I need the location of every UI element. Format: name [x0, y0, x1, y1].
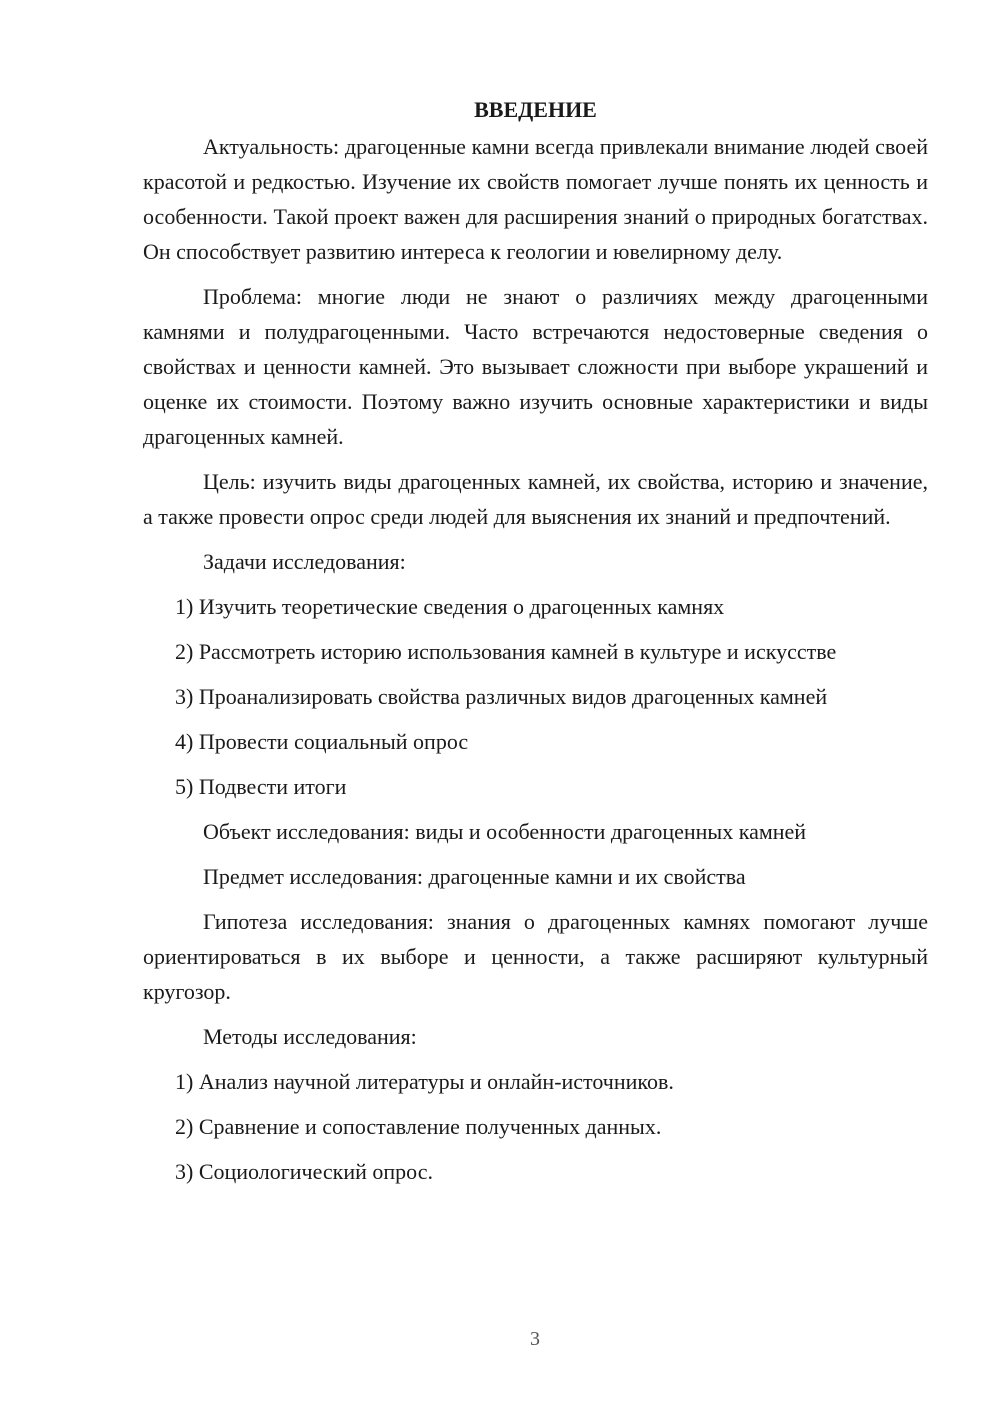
relevance-paragraph: Актуальность: драгоценные камни всегда привлекали внимание людей своей красотой и редкостью. Изучение их свойств помогает лучше понять их ценность и особенности. Такой проект важен для расширения знаний о природных богатствах. Он способствует развитию интереса к геологии и ювелирному делу.	[143, 134, 928, 264]
methods-list	[143, 1064, 928, 1189]
goal-paragraph: Цель: изучить виды драгоценных камней, их свойства, историю и значение, а также провести опрос среди людей для выяснения их знаний и предпочтений.	[143, 469, 928, 529]
object-line: Объект исследования: виды и особенности драгоценных камней	[203, 819, 807, 844]
list-item: 3) Социологический опрос.	[175, 1159, 433, 1184]
document-page	[143, 92, 928, 1199]
methods-heading: Методы исследования:	[203, 1024, 417, 1049]
problem-paragraph: Проблема: многие люди не знают о различиях между драгоценными камнями и полудрагоценными. Часто встречаются недостоверные сведения о свойствах и ценности камней. Это вызывает сложности при выборе украшений и оценке их стоимости. Поэтому важно изучить основные характеристики и виды драгоценных камней.	[143, 284, 928, 449]
page-title: ВВЕДЕНИЕ	[474, 97, 597, 122]
list-item: 5) Подвести итоги	[175, 774, 347, 799]
list-item: 2) Сравнение и сопоставление полученных данных.	[175, 1114, 662, 1139]
subject-line: Предмет исследования: драгоценные камни и их свойства	[203, 864, 746, 889]
list-item: 3) Проанализировать свойства различных видов драгоценных камней	[175, 684, 828, 709]
list-item: 1) Изучить теоретические сведения о драгоценных камнях	[175, 594, 725, 619]
tasks-list	[143, 589, 928, 804]
tasks-heading: Задачи исследования:	[203, 549, 406, 574]
list-item: 1) Анализ научной литературы и онлайн-источников.	[175, 1069, 674, 1094]
page-number: 3	[530, 1328, 540, 1350]
list-item: 4) Провести социальный опрос	[175, 729, 469, 754]
hypothesis-paragraph: Гипотеза исследования: знания о драгоценных камнях помогают лучше ориентироваться в их выборе и ценности, а также расширяют культурный кругозор.	[143, 909, 928, 1004]
list-item: 2) Рассмотреть историю использования камней в культуре и искусстве	[175, 639, 837, 664]
